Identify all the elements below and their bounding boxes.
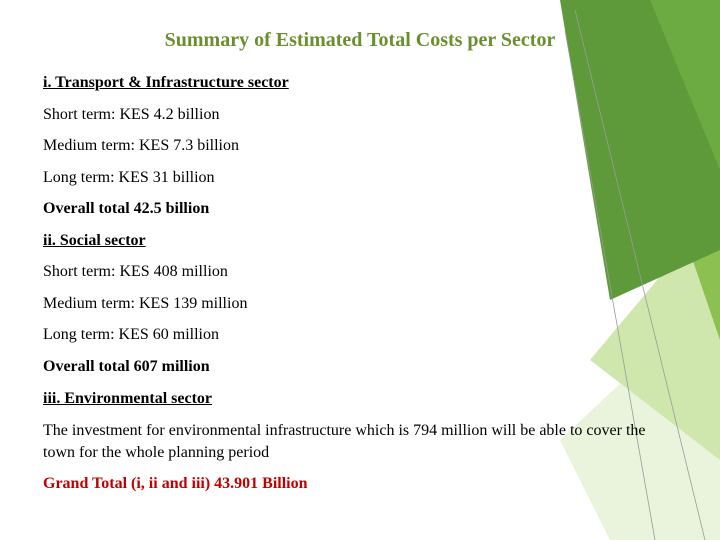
transport-long-term: Long term: KES 31 billion: [43, 169, 215, 186]
slide-title: Summary of Estimated Total Costs per Sector: [164, 29, 556, 51]
social-medium-term: Medium term: KES 139 million: [43, 295, 248, 312]
social-short-term: Short term: KES 408 million: [43, 263, 228, 280]
social-long-term: Long term: KES 60 million: [43, 326, 219, 343]
transport-short-term: Short term: KES 4.2 billion: [43, 106, 220, 123]
grand-total: Grand Total (i, ii and iii) 43.901 Billion: [43, 475, 308, 492]
environmental-paragraph: The investment for environmental infrastructure which is 794 million will be able to cover the town for the whole planning period: [43, 422, 646, 461]
social-overall-total: Overall total 607 million: [43, 358, 210, 375]
section-heading-transport: i. Transport & Infrastructure sector: [43, 74, 289, 91]
transport-medium-term: Medium term: KES 7.3 billion: [43, 137, 239, 154]
section-heading-environmental: iii. Environmental sector: [43, 390, 213, 407]
section-heading-social: ii. Social sector: [43, 232, 146, 249]
transport-overall-total: Overall total 42.5 billion: [43, 200, 210, 217]
